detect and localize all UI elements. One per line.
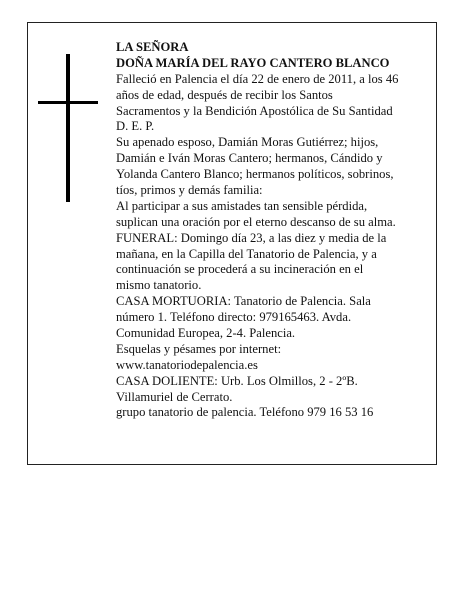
notice-line-footer: grupo tanatorio de palencia. Teléfono 979 16 53 16 bbox=[116, 405, 374, 420]
notice-line-casa-doliente: CASA DOLIENTE: Urb. Los Olmillos, 2 - 2ºB. bbox=[116, 373, 358, 388]
notice-line-dep: D. E. P. bbox=[116, 119, 155, 134]
notice-line: Al participar a sus amistades tan sensible pérdida, bbox=[116, 198, 368, 213]
notice-line: años de edad, después de recibir los Santos bbox=[116, 87, 333, 102]
cross-icon bbox=[38, 54, 98, 202]
cross-horizontal-bar bbox=[38, 101, 98, 104]
notice-text bbox=[116, 40, 434, 421]
notice-line-funeral: FUNERAL: Domingo día 23, a las diez y media de la bbox=[116, 230, 387, 245]
notice-line: Comunidad Europea, 2-4. Palencia. bbox=[116, 326, 296, 341]
notice-line: Falleció en Palencia el día 22 de enero de 2011, a los 46 bbox=[116, 71, 399, 86]
notice-line: continuación se procederá a su incineración en el bbox=[116, 262, 364, 277]
obituary-notice bbox=[27, 22, 437, 465]
notice-line: tíos, primos y demás familia: bbox=[116, 183, 263, 198]
notice-line: mañana, en la Capilla del Tanatorio de Palencia, y a bbox=[116, 246, 377, 261]
notice-line-casa-mortuoria: CASA MORTUORIA: Tanatorio de Palencia. Sala bbox=[116, 294, 371, 309]
notice-line: Damián e Iván Moras Cantero; hermanos, Cándido y bbox=[116, 151, 383, 166]
notice-line-website: www.tanatoriodepalencia.es bbox=[116, 357, 258, 372]
notice-line: Su apenado esposo, Damián Moras Gutiérrez; hijos, bbox=[116, 135, 379, 150]
notice-line: Esquelas y pésames por internet: bbox=[116, 341, 282, 356]
notice-line-title: LA SEÑORA bbox=[116, 40, 189, 54]
notice-line: suplican una oración por el eterno descanso de su alma. bbox=[116, 214, 396, 229]
notice-line: mismo tanatorio. bbox=[116, 278, 202, 293]
cross-vertical-bar bbox=[66, 54, 70, 202]
notice-line: Sacramentos y la Bendición Apostólica de Su Santidad bbox=[116, 103, 393, 118]
notice-line: Yolanda Cantero Blanco; hermanos políticos, sobrinos, bbox=[116, 167, 394, 182]
notice-line: Villamuriel de Cerrato. bbox=[116, 389, 233, 404]
notice-line-name: DOÑA MARÍA DEL RAYO CANTERO BLANCO bbox=[116, 55, 390, 70]
notice-line: número 1. Teléfono directo: 979165463. Avda. bbox=[116, 310, 352, 325]
